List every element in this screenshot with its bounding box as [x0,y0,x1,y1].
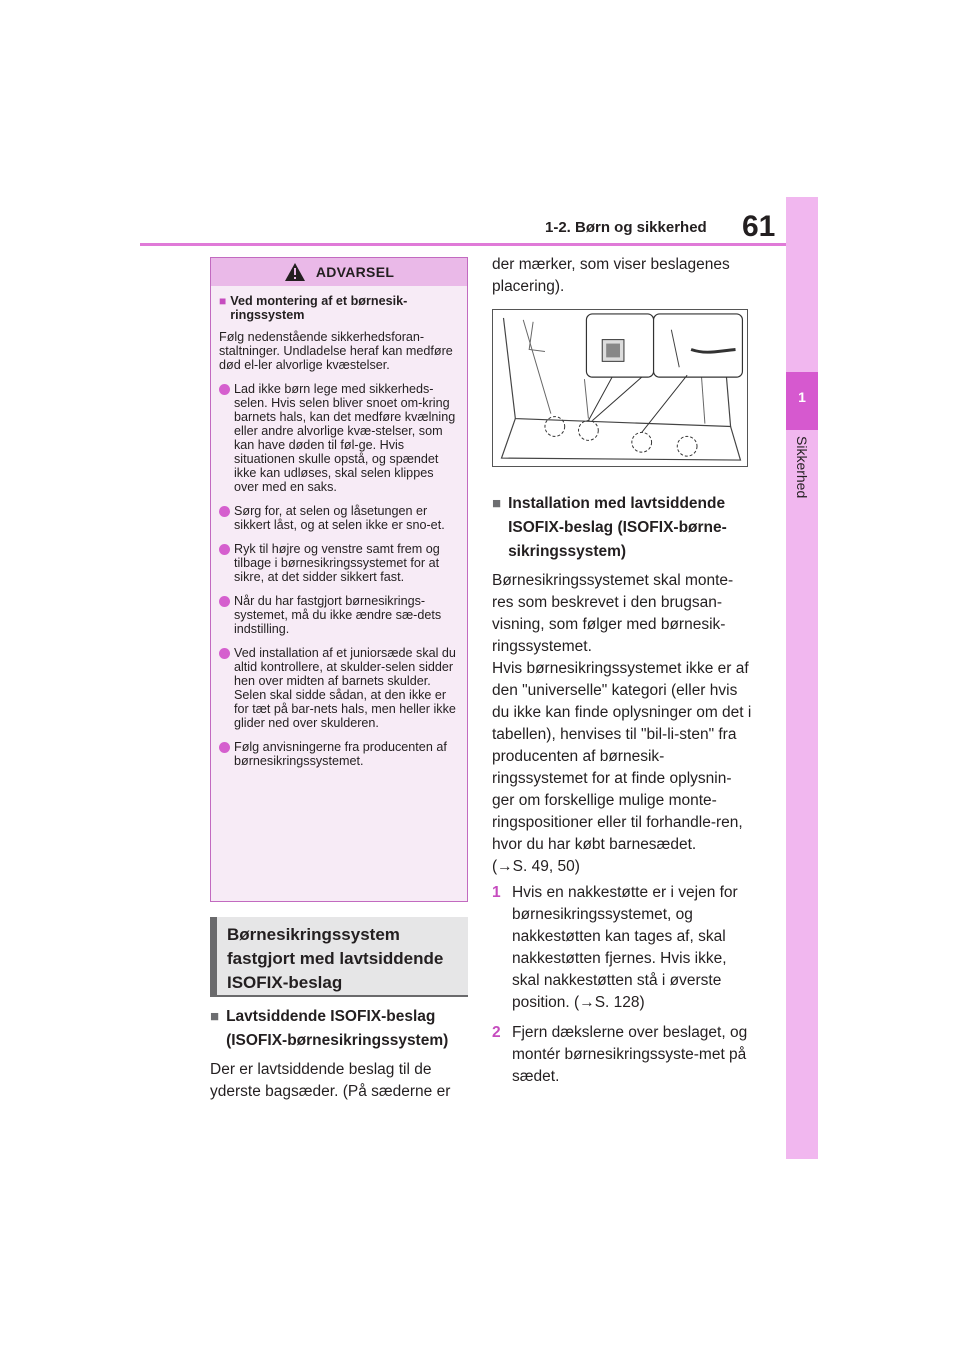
left-paragraph: Der er lavtsiddende beslag til de yderste bagsæder. (På sæderne er [210,1061,451,1100]
step-text: Fjern dækslerne over beslaget, og montér børnesikringssyste-met på sædet. [512,1024,748,1085]
round-bullet-icon [219,596,230,607]
right-paragraph-2: Hvis børnesikringssystemet ikke er af den "universelle" kategori (eller hvis du ikke kan finde oplysninger om det i tabellen), henvises til "bil-li-sten" fra producenten af børnesik-ringssystemet for at finde oplysnin-ger om forskellige mulige monte-ringspositioner eller til forhandle-ren, hvor du har købt barnesædet. [492,660,752,853]
warning-title: ADVARSEL [315,264,395,280]
warning-bullet-text: Sørg for, at selen og låsetungen er sikkert låst, og at selen ikke er sno-et. [234,504,445,532]
side-tab-label: Sikkerhed [794,436,810,499]
warning-bullet-text: Lad ikke børn lege med sikkerheds-selen. Hvis selen bliver snoet om-kring barnets hals, kan det medføre kvælning eller andre alvorlige kvæ-stelser, som kan have døden til føl-ge. Hvis situationen skulle opstå, og spændet ikke kan udløses, skal selen klippes over med en saks. [234,382,456,494]
warning-bullet [219,382,457,494]
right-continuation: der mærker, som viser beslagenes placering). [492,256,730,295]
square-bullet-icon: ■ [492,495,502,512]
isofix-seat-illustration [492,309,748,467]
right-subheading [492,492,752,564]
warning-subheading-text: Ved montering af et børnesik-ringssystem [230,294,408,322]
warning-bullet-text: Ryk til højre og venstre samt frem og tilbage i børnesikringssystemet for at sikre, at det sidder sikkert fast. [234,542,440,584]
warning-bullet-text: Når du har fastgjort børnesikrings-systemet, må du ikke ændre sæ-dets indstilling. [234,594,442,636]
square-bullet-icon: ■ [210,1008,220,1025]
step-number: 2 [492,1024,501,1041]
left-subheading-text: Lavtsiddende ISOFIX-beslag (ISOFIX-børnesikringssystem) [226,1008,449,1049]
warning-triangle-icon [284,262,306,282]
left-body [210,1005,472,1103]
round-bullet-icon [219,384,230,395]
warning-bullet [219,594,457,636]
warning-subheading [219,294,457,322]
warning-bullet [219,504,457,532]
round-bullet-icon [219,648,230,659]
warning-box [210,257,468,902]
square-bullet-icon: ■ [219,294,227,308]
side-tab [786,197,818,1159]
warning-bullet [219,646,457,730]
left-subheading [210,1005,472,1053]
right-paragraph-1: Børnesikringssystemet skal monte-res som beskrevet i den brugsan-visning, som følger med børnesik-ringssystemet. [492,572,734,655]
section-title: 1-2. Børn og sikkerhed [545,219,707,236]
warning-bullet [219,740,457,768]
page-reference: (→S. 49, 50) [492,858,580,875]
warning-body [211,286,467,768]
section-heading: Børnesikringssystem fastgjort med lavtsiddende ISOFIX-beslag [210,917,468,997]
side-tab-number: 1 [798,389,806,405]
page-number: 61 [742,210,776,243]
warning-bullet-text: Følg anvisningerne fra producenten af børnesikringssystemet. [234,740,447,768]
warning-header [211,258,467,286]
step-number: 1 [492,884,501,901]
round-bullet-icon [219,742,230,753]
header-rule [140,243,790,246]
warning-intro: Følg nedenstående sikkerhedsforan-staltninger. Undladelse heraf kan medføre død el-ler alvorlige kvæstelser. [219,330,453,372]
step-text: Hvis en nakkestøtte er i vejen for børnesikringssystemet, og nakkestøtten kan tages af, skal nakkestøtten fjernes. Hvis ikke, skal nakkestøtten stå i øverste position. (→S. 128) [512,884,738,1011]
right-body [492,254,752,1088]
warning-bullet-text: Ved installation af et juniorsæde skal du altid kontrollere, at skulder-selen sidder hen over midten af barnets skulder. Selen skal sidde sådan, at den ikke er for tæt på bar-nets hals, men heller ikke glider ned over skulderen. [234,646,456,730]
warning-bullet [219,542,457,584]
step-item [492,1022,752,1088]
round-bullet-icon [219,544,230,555]
step-item [492,882,752,1014]
right-subheading-text: Installation med lavtsiddende ISOFIX-beslag (ISOFIX-børne-sikringssystem) [508,495,727,560]
round-bullet-icon [219,506,230,517]
